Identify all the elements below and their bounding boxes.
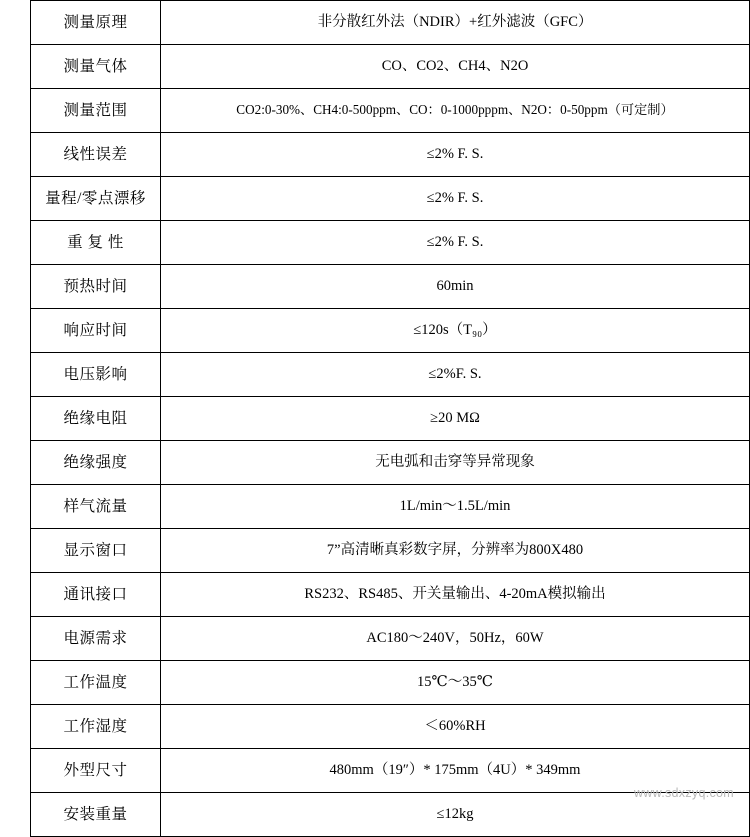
spec-value-inner <box>161 617 749 660</box>
spec-label-cell <box>31 221 161 265</box>
spec-value-text: 480mm（19″）* 175mm（4U）* 349mm <box>329 762 581 779</box>
spec-label-cell <box>31 177 161 221</box>
spec-value-text: ≤120s（T₉₀） <box>413 322 497 339</box>
spec-label-inner <box>31 221 160 264</box>
spec-label-inner <box>31 661 160 704</box>
spec-value-text: 60min <box>436 278 474 295</box>
spec-value-text: 7”高清晰真彩数字屏，分辨率为800X480 <box>326 542 584 559</box>
spec-value-text: RS232、RS485、开关量输出、4-20mA模拟输出 <box>304 586 606 603</box>
spec-value-inner <box>161 661 749 704</box>
spec-label-inner <box>31 1 160 44</box>
spec-value-text: 非分散红外法（NDIR）+红外滤波（GFC） <box>317 14 593 31</box>
watermark: www.sdxzyq.com <box>633 786 734 800</box>
spec-value-inner <box>161 529 749 572</box>
spec-label-text: 外型尺寸 <box>63 761 128 779</box>
spec-value-cell <box>161 89 750 133</box>
spec-value-cell <box>161 705 750 749</box>
spec-value-text: 1L/min～1.5L/min <box>399 498 511 515</box>
spec-value-inner <box>161 485 749 528</box>
spec-value-inner <box>161 89 749 132</box>
table-row <box>31 661 750 705</box>
spec-label-text: 测量原理 <box>63 13 128 31</box>
table-row <box>31 617 750 661</box>
table-row <box>31 529 750 573</box>
spec-label-text: 安装重量 <box>63 805 128 823</box>
spec-label-inner <box>31 309 160 352</box>
spec-value-inner <box>161 353 749 396</box>
spec-label-cell <box>31 441 161 485</box>
spec-value-cell <box>161 529 750 573</box>
spec-label-cell <box>31 705 161 749</box>
spec-label-text: 测量范围 <box>63 101 128 119</box>
spec-value-text: CO2:0-30%、CH4:0-500ppm、CO：0-1000pppm、N2O：0-50ppm（可定制） <box>236 102 674 118</box>
spec-label-text: 绝缘强度 <box>63 453 128 471</box>
spec-value-cell <box>161 617 750 661</box>
spec-value-inner <box>161 705 749 748</box>
spec-value-inner <box>161 221 749 264</box>
spec-label-text: 显示窗口 <box>63 541 128 559</box>
spec-value-inner <box>161 265 749 308</box>
spec-value-cell <box>161 353 750 397</box>
spec-label-text: 绝缘电阻 <box>63 409 128 427</box>
table-row <box>31 133 750 177</box>
spec-value-text: ≥20 MΩ <box>430 410 480 427</box>
spec-label-inner <box>31 265 160 308</box>
table-row <box>31 89 750 133</box>
spec-label-inner <box>31 705 160 748</box>
table-row <box>31 45 750 89</box>
spec-label-text: 工作湿度 <box>63 717 128 735</box>
table-row <box>31 573 750 617</box>
spec-label-cell <box>31 265 161 309</box>
spec-value-text: AC180～240V，50Hz，60W <box>366 630 544 647</box>
spec-label-cell <box>31 529 161 573</box>
table-row <box>31 441 750 485</box>
spec-label-text: 响应时间 <box>63 321 128 339</box>
spec-value-inner <box>161 309 749 352</box>
spec-label-inner <box>31 749 160 792</box>
spec-value-cell <box>161 309 750 353</box>
spec-label-cell <box>31 397 161 441</box>
spec-value-inner <box>161 441 749 484</box>
spec-label-cell <box>31 793 161 837</box>
spec-label-inner <box>31 133 160 176</box>
spec-label-text: 通讯接口 <box>63 585 128 603</box>
spec-value-inner <box>161 397 749 440</box>
spec-value-cell <box>161 441 750 485</box>
spec-value-text: ＜60%RH <box>424 718 486 735</box>
spec-label-text: 预热时间 <box>63 277 128 295</box>
table-row <box>31 485 750 529</box>
spec-value-cell <box>161 1 750 45</box>
spec-label-cell <box>31 309 161 353</box>
spec-value-cell <box>161 661 750 705</box>
table-row <box>31 353 750 397</box>
spec-label-inner <box>31 397 160 440</box>
spec-value-inner <box>161 177 749 220</box>
table-body <box>31 1 750 837</box>
spec-label-inner <box>31 45 160 88</box>
table-row <box>31 177 750 221</box>
spec-value-text: CO、CO2、CH4、N2O <box>381 58 529 75</box>
spec-label-cell <box>31 1 161 45</box>
spec-label-inner <box>31 485 160 528</box>
spec-value-inner <box>161 45 749 88</box>
spec-label-text: 电压影响 <box>63 365 128 383</box>
spec-value-cell <box>161 573 750 617</box>
spec-value-cell <box>161 265 750 309</box>
table-row <box>31 265 750 309</box>
spec-label-inner <box>31 793 160 836</box>
table-row <box>31 309 750 353</box>
spec-label-text: 测量气体 <box>63 57 128 75</box>
spec-label-text: 量程/零点漂移 <box>45 189 146 207</box>
spec-label-text: 重 复 性 <box>67 233 124 251</box>
spec-label-inner <box>31 441 160 484</box>
spec-label-cell <box>31 485 161 529</box>
spec-label-cell <box>31 133 161 177</box>
spec-value-inner <box>161 1 749 44</box>
spec-value-text: ≤2%F. S. <box>428 366 482 383</box>
spec-value-cell <box>161 45 750 89</box>
table-row <box>31 1 750 45</box>
spec-value-cell <box>161 221 750 265</box>
spec-value-cell <box>161 485 750 529</box>
spec-label-cell <box>31 661 161 705</box>
specifications-table <box>30 0 750 837</box>
spec-value-text: ≤2% F. S. <box>426 234 484 251</box>
spec-value-cell <box>161 397 750 441</box>
table-row <box>31 705 750 749</box>
spec-label-inner <box>31 353 160 396</box>
spec-label-inner <box>31 617 160 660</box>
spec-value-text: 15℃～35℃ <box>417 674 493 691</box>
spec-value-text: ≤2% F. S. <box>426 190 484 207</box>
spec-label-inner <box>31 573 160 616</box>
spec-label-cell <box>31 89 161 133</box>
spec-label-inner <box>31 529 160 572</box>
spec-label-cell <box>31 353 161 397</box>
spec-value-inner <box>161 573 749 616</box>
spec-label-text: 工作温度 <box>63 673 128 691</box>
spec-value-cell <box>161 133 750 177</box>
spec-value-text: ≤2% F. S. <box>426 146 484 163</box>
table-row <box>31 397 750 441</box>
spec-value-text: ≤12kg <box>436 806 474 823</box>
spec-value-text: 无电弧和击穿等异常现象 <box>375 454 535 471</box>
spec-label-text: 电源需求 <box>63 629 128 647</box>
spec-value-inner <box>161 133 749 176</box>
spec-label-cell <box>31 573 161 617</box>
spec-label-text: 线性误差 <box>63 145 128 163</box>
spec-label-cell <box>31 45 161 89</box>
spec-label-inner <box>31 177 160 220</box>
spec-label-cell <box>31 617 161 661</box>
spec-label-text: 样气流量 <box>63 497 128 515</box>
table-row <box>31 221 750 265</box>
spec-label-inner <box>31 89 160 132</box>
spec-label-cell <box>31 749 161 793</box>
spec-value-cell <box>161 177 750 221</box>
